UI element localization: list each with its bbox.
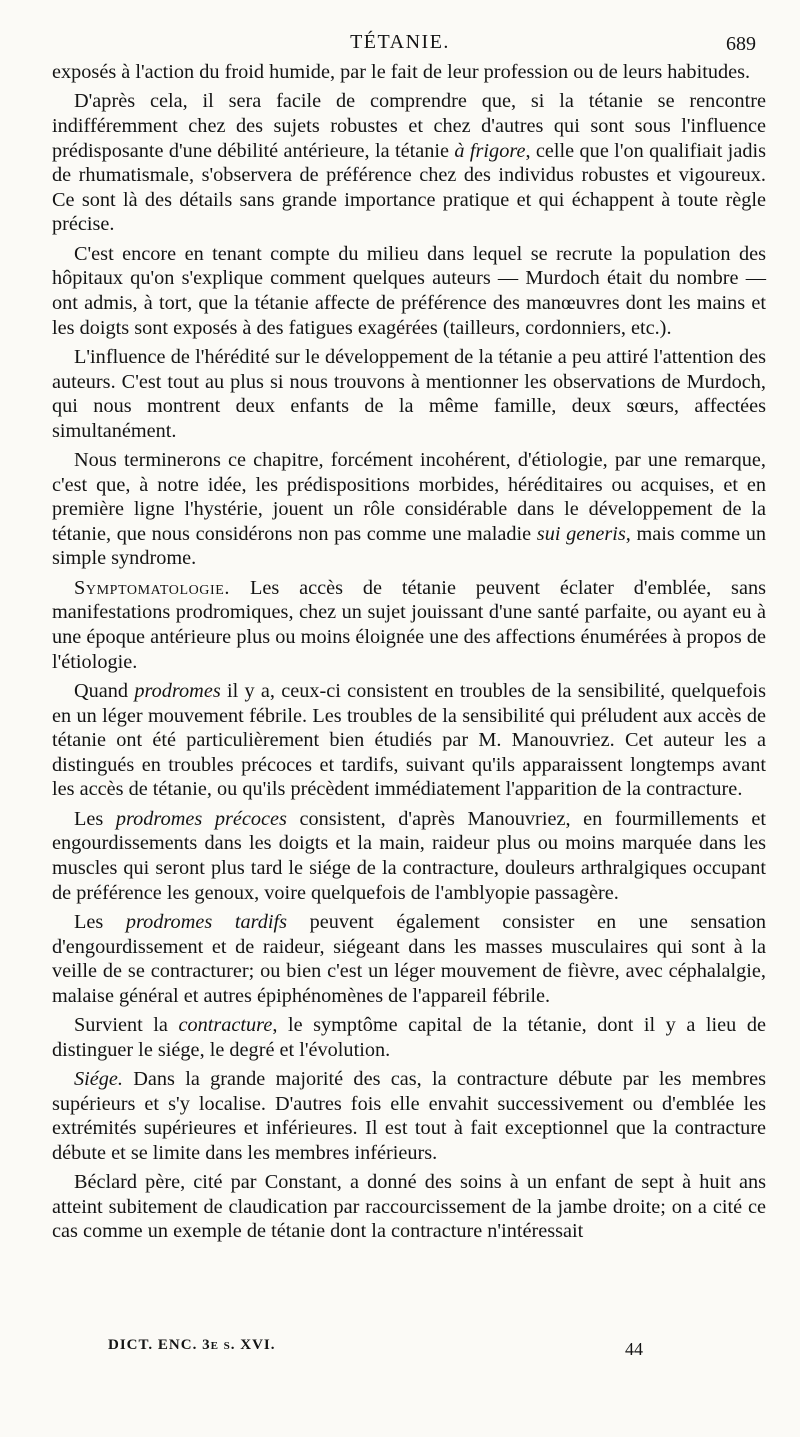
paragraph <box>52 448 766 571</box>
text-run: , celle que l'on qualifiait jadis de rhumatismale, s'observera de préférence chez des individus robustes et vigoureux. Ce sont là des détails sans grande importance pratique et qui échappent à toute règle précise. <box>52 139 766 236</box>
page-number: 689 <box>726 33 756 55</box>
paragraph <box>52 60 766 85</box>
italic-text: Siége. <box>74 1068 123 1091</box>
paragraph <box>52 242 766 340</box>
body-text <box>52 60 766 1249</box>
paragraph <box>52 1067 766 1165</box>
text-run: Les <box>74 910 126 933</box>
text-run: Béclard père, cité par Constant, a donné des soins à un enfant de sept à huit ans atteint subitement de claudication par raccourcissement de la jambe droite; on a cité ce cas comme un exemple de tétanie dont la contracture n'intéressait <box>52 1171 766 1243</box>
text-run: , mais comme un simple syndrome. <box>52 522 767 570</box>
signature-mark: DICT. ENC. 3e s. XVI. <box>108 1337 276 1353</box>
paragraph <box>52 1013 766 1062</box>
text-run: Les accès de tétanie peuvent éclater d'emblée, sans manifestations prodromiques, chez un sujet jouissant d'une santé parfaite, ou ayant eu à une époque antérieure plus ou moins éloignée une des affections énumérées à propos de l'étiologie. <box>52 576 766 673</box>
paragraph <box>52 807 766 905</box>
running-head-title: TÉTANIE. <box>350 31 450 53</box>
italic-text: sui generis <box>536 522 626 545</box>
text-run: Quand <box>74 680 135 703</box>
text-run: consistent, d'après Manouvriez, en fourmillements et engourdissements dans les doigts et la main, raideur plus ou moins marquée dans les muscles qui seront plus tard le siége de la contracture, douleurs arthralgiques occupant de préférence les genoux, voire quelquefois de l'amblyopie passagère. <box>52 807 766 904</box>
text-run: exposés à l'action du froid humide, par le fait de leur profession ou de leurs habitudes. <box>52 61 751 83</box>
text-run: L'influence de l'hérédité sur le développement de la tétanie a peu attiré l'attention des auteurs. C'est tout au plus si nous trouvons à mentionner les observations de Murdoch, qui nous montrent deux enfants de la même famille, deux sœurs, affectées simultanément. <box>52 345 766 442</box>
paragraph <box>52 910 766 1008</box>
text-run: Les <box>74 807 116 830</box>
paragraph <box>52 1170 766 1244</box>
italic-text: prodromes tardifs <box>125 910 288 933</box>
text-run: peuvent également consister en une sensation d'engourdissement et de raideur, siégeant dans les masses musculaires qui sont à la veille de se contracturer; ou bien c'est un léger mouvement de fièvre, avec céphalalgie, malaise général et autres épiphénomènes de l'appareil fébrile. <box>52 910 766 1007</box>
text-run: , le symptôme capital de la tétanie, dont il y a lieu de distinguer le siége, le degré et l'évolution. <box>52 1014 766 1061</box>
text-run: Nous terminerons ce chapitre, forcément incohérent, d'étiologie, par une remarque, c'est que, à notre idée, les prédispositions morbides, héréditaires ou acquises, et en première ligne l'hystérie, jouent un rôle considérable dans le développement de la tétanie, que nous considérons non pas comme une maladie <box>52 449 766 545</box>
section-heading: Symptomatologie. <box>74 576 231 599</box>
italic-text: contracture <box>178 1014 273 1037</box>
paragraph <box>52 89 766 237</box>
text-run: il y a, ceux-ci consistent en troubles de la sensibilité, quelquefois en un léger mouvement fébrile. Les troubles de la sensibilité qui préludent aux accès de tétanie ont été particulièrement bien étudiés par M. Manouvriez. Cet auteur les a distingués en troubles précoces et tardifs, suivant qu'ils apparaissent longtemps avant les accès de tétanie, ou qu'ils précèdent immédiatement l'apparition de la contracture. <box>52 680 766 801</box>
text-run: Survient la <box>74 1014 179 1037</box>
paragraph <box>52 345 766 443</box>
signature-number: 44 <box>625 1339 643 1359</box>
paragraph <box>52 576 766 674</box>
text-run: D'après cela, il sera facile de comprendre que, si la tétanie se rencontre indifféremment chez des sujets robustes et chez d'autres qui sont sous l'influence prédisposante d'une débilité antérieure, la tétanie <box>52 90 766 162</box>
italic-text: à frigore <box>454 139 526 162</box>
text-run: C'est encore en tenant compte du milieu dans lequel se recrute la population des hôpitaux qu'on s'explique comment quelques auteurs — Murdoch était du nombre — ont admis, à tort, que la tétanie affecte de préférence des manœuvres dont les mains et les doigts sont exposés à des fatigues exagérées (tailleurs, cordonniers, etc.). <box>52 242 766 339</box>
italic-text: prodromes <box>134 680 221 703</box>
italic-text: prodromes précoces <box>115 807 287 830</box>
paragraph <box>52 679 766 802</box>
text-run: Dans la grande majorité des cas, la contracture débute par les membres supérieurs et s'y localise. D'autres fois elle envahit successivement ou d'emblée les extrémités supérieures et inférieures. Il est tout à fait exceptionnel que la contracture débute et se limite dans les membres inférieurs. <box>52 1068 766 1164</box>
